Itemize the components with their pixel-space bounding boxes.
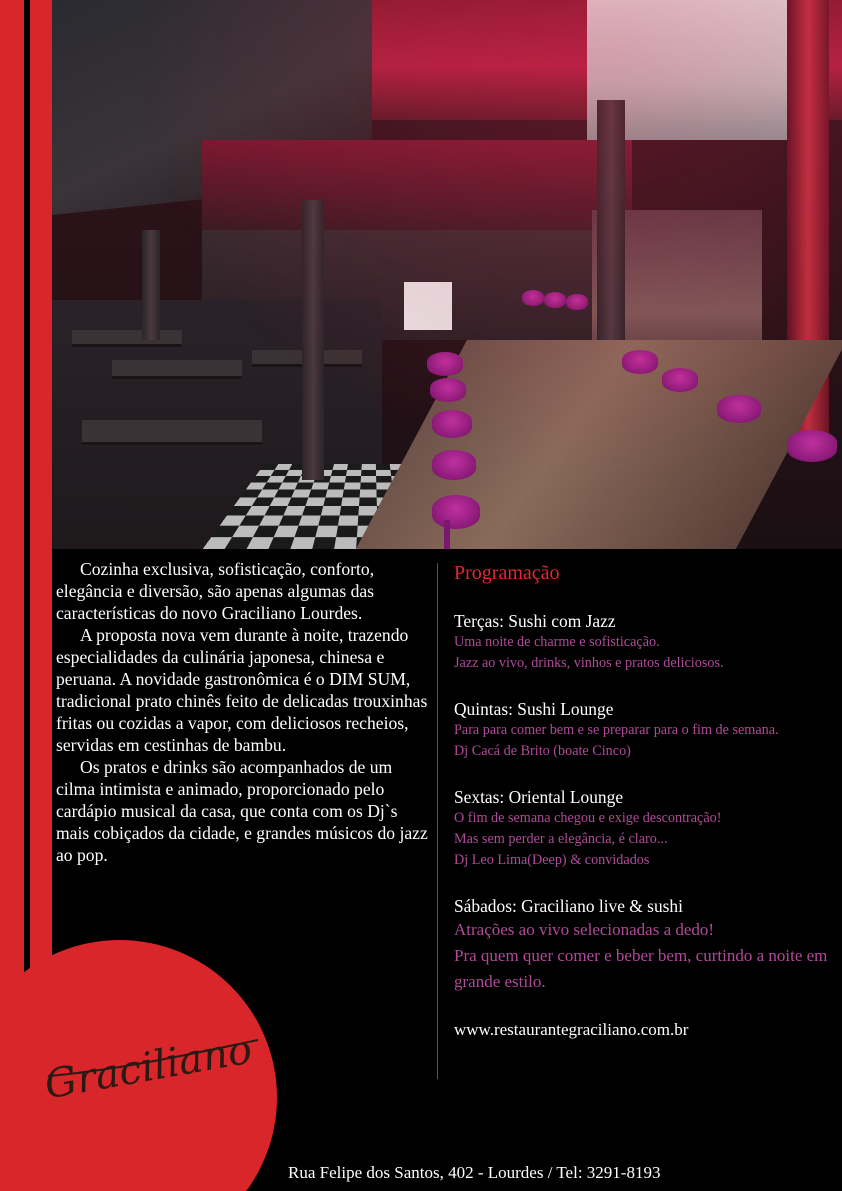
- day-title: Quintas: Sushi Lounge: [454, 699, 614, 719]
- logo-text: Graciliano: [41, 1026, 256, 1109]
- day-description: Para para comer bem e se preparar para o fim de semana.: [454, 722, 779, 738]
- day-description: Jazz ao vivo, drinks, vinhos e pratos deliciosos.: [454, 655, 724, 671]
- schedule-title: Programação: [454, 562, 560, 584]
- schedule-day-saturday: [454, 895, 829, 995]
- column-divider: [437, 563, 438, 1079]
- footer-address: Rua Felipe dos Santos, 402 - Lourdes / Tel: 3291-8193: [288, 1163, 661, 1182]
- restaurant-interior-photo: [52, 0, 842, 549]
- intro-paragraph: Os pratos e drinks são acompanhados de um cilma intimista e animado, proporcionado pelo cardápio musical da casa, que conta com os Dj`s mais cobiçados da cidade, e grandes músicos do jazz ao pop.: [56, 757, 428, 865]
- day-description: Dj Leo Lima(Deep) & convidados: [454, 852, 650, 868]
- red-vertical-bar-right: [30, 0, 52, 1000]
- day-description: O fim de semana chegou e exige descontração!: [454, 810, 722, 826]
- schedule-day-thursday: [454, 698, 829, 762]
- day-description: Atrações ao vivo selecionadas a dedo!: [454, 920, 715, 939]
- intro-paragraph: A proposta nova vem durante à noite, trazendo especialidades da culinária japonesa, chinesa e peruana. A novidade gastronômica é o DIM SUM, tradicional prato chinês feito de delicadas trouxinhas fritas ou cozidas a vapor, com deliciosos recheios, servidas em cestinhas de bambu.: [56, 625, 428, 755]
- graciliano-logo: [30, 1010, 265, 1120]
- intro-paragraph: Cozinha exclusiva, sofisticação, conforto, elegância e diversão, são apenas algumas das características do novo Graciliano Lourdes.: [56, 559, 375, 623]
- intro-text: [56, 558, 428, 866]
- day-title: Terças: Sushi com Jazz: [454, 611, 616, 631]
- day-description: Dj Cacá de Brito (boate Cinco): [454, 743, 631, 759]
- day-title: Sextas: Oriental Lounge: [454, 787, 624, 807]
- day-description: Mas sem perder a elegância, é claro...: [454, 831, 668, 847]
- schedule-section: [454, 560, 829, 1041]
- red-vertical-bar-left: [0, 0, 24, 1000]
- photo-light-glow: [52, 0, 842, 549]
- day-title: Sábados: Graciliano live & sushi: [454, 896, 683, 916]
- schedule-day-tuesday: [454, 610, 829, 674]
- day-description: Pra quem quer comer e beber bem, curtindo a noite em grande estilo.: [454, 946, 828, 991]
- day-description: Uma noite de charme e sofisticação.: [454, 634, 660, 650]
- website-link[interactable]: www.restaurantegraciliano.com.br: [454, 1020, 689, 1039]
- schedule-day-friday: [454, 786, 829, 871]
